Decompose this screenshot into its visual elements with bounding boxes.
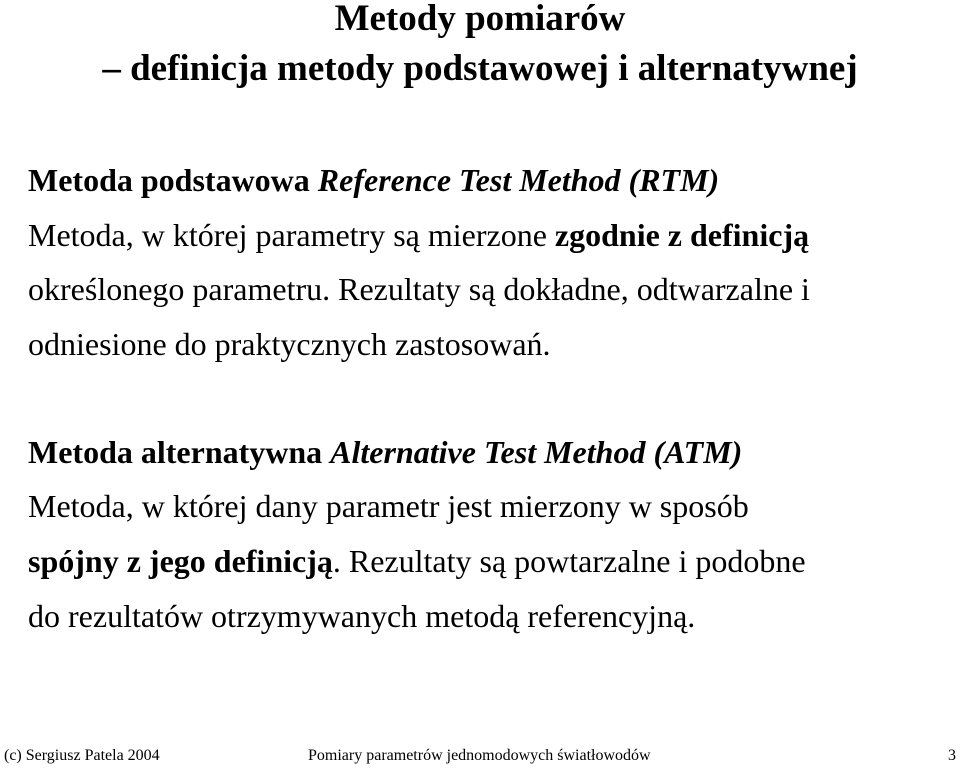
atm-heading-prefix: Metoda alternatywna bbox=[28, 434, 331, 470]
atm-line-2-normal: . Rezultaty są powtarzalne i podobne bbox=[332, 543, 806, 579]
footer-page-number: 3 bbox=[948, 747, 956, 764]
footer-copyright: (c) Sergiusz Patela 2004 bbox=[4, 747, 160, 764]
atm-heading-italic: Alternative Test Method (ATM) bbox=[330, 434, 743, 470]
rtm-heading-prefix: Metoda podstawowa bbox=[28, 162, 318, 198]
rtm-heading bbox=[28, 164, 719, 196]
atm-line-2-bold: spójny z jego definicją bbox=[28, 543, 333, 579]
atm-line-1: Metoda, w której dany parametr jest mierzony w sposób bbox=[28, 488, 749, 524]
rtm-line-1-bold: zgodnie z definicją bbox=[554, 217, 810, 253]
slide-subtitle: – definicja metody podstawowej i alternatywnej bbox=[102, 48, 858, 89]
rtm-line-3: odniesione do praktycznych zastosowań. bbox=[28, 326, 551, 362]
atm-line-3: do rezultatów otrzymywanych metodą referencyjną. bbox=[28, 598, 696, 634]
atm-line-2 bbox=[28, 545, 806, 577]
slide-title: Metody pomiarów bbox=[334, 0, 626, 39]
rtm-line-2: określonego parametru. Rezultaty są dokładne, odtwarzalne i bbox=[28, 271, 810, 307]
rtm-heading-italic: Reference Test Method (RTM) bbox=[317, 162, 720, 198]
rtm-line-1 bbox=[28, 219, 809, 251]
atm-heading bbox=[28, 436, 742, 468]
rtm-line-1-normal: Metoda, w której parametry są mierzone bbox=[28, 217, 555, 253]
footer-course-title: Pomiary parametrów jednomodowych światłowodów bbox=[308, 747, 651, 764]
